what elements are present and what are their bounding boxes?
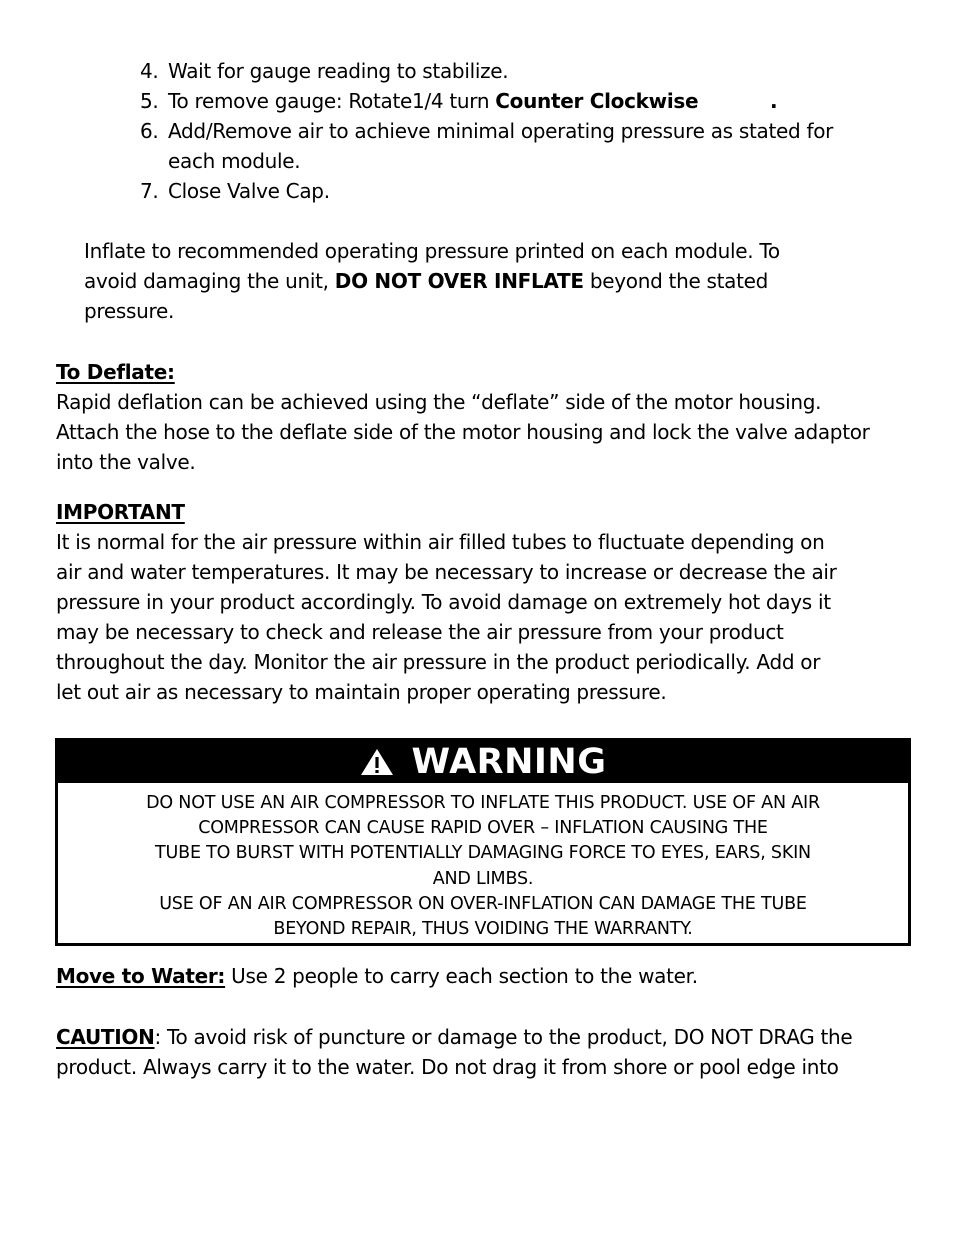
warning-title: WARNING: [411, 742, 607, 782]
inflate-bold-text: DO NOT OVER INFLATE: [334, 269, 584, 293]
warning-line: AND LIMBS.: [432, 868, 534, 889]
step-number: 7.: [140, 179, 159, 203]
important-heading: IMPORTANT: [56, 500, 185, 524]
inflate-text: avoid damaging the unit,: [84, 269, 335, 293]
caution-text: : To avoid risk of puncture or damage to the product, DO NOT DRAG the: [154, 1025, 853, 1049]
step-text: Wait for gauge reading to stabilize.: [168, 59, 509, 83]
step-number: 5.: [140, 89, 159, 113]
warning-line: USE OF AN AIR COMPRESSOR ON OVER-INFLATION CAN DAMAGE THE TUBE: [159, 893, 807, 914]
step-text: Add/Remove air to achieve minimal operating pressure as stated for: [168, 119, 834, 143]
step-text: Close Valve Cap.: [168, 179, 330, 203]
deflate-line-2: Attach the hose to the deflate side of the motor housing and lock the valve adaptor: [56, 420, 870, 444]
warning-line: COMPRESSOR CAN CAUSE RAPID OVER – INFLATION CAUSING THE: [198, 818, 768, 839]
move-text: Use 2 people to carry each section to the water.: [225, 964, 698, 988]
warning-header: [58, 741, 908, 783]
warning-body: [58, 791, 908, 942]
warning-line: DO NOT USE AN AIR COMPRESSOR TO INFLATE THIS PRODUCT. USE OF AN AIR: [146, 793, 820, 813]
step-number: 6.: [140, 119, 159, 143]
inflate-text-after: beyond the stated: [583, 269, 769, 293]
important-line-5: throughout the day. Monitor the air pressure in the product periodically. Add or: [56, 650, 821, 674]
caution-line-2: product. Always carry it to the water. Do not drag it from shore or pool edge into: [56, 1055, 839, 1079]
warning-triangle-icon: [360, 748, 394, 776]
inflate-line-2: [84, 266, 768, 296]
warning-line: TUBE TO BURST WITH POTENTIALLY DAMAGING FORCE TO EYES, EARS, SKIN: [155, 843, 811, 864]
important-line-4: may be necessary to check and release the air pressure from your product: [56, 620, 784, 644]
step-bold-text: Counter Clockwise: [495, 89, 699, 113]
inflate-line-1: Inflate to recommended operating pressure printed on each module. To: [84, 239, 780, 263]
move-to-water: [56, 961, 698, 991]
step-6-continuation: each module.: [168, 149, 301, 173]
step-suffix: .: [770, 89, 778, 113]
important-line-1: It is normal for the air pressure within air filled tubes to fluctuate depending on: [56, 530, 825, 554]
move-heading: Move to Water:: [56, 964, 226, 988]
deflate-heading: To Deflate:: [56, 360, 175, 384]
deflate-line-1: Rapid deflation can be achieved using the “deflate” side of the motor housing.: [56, 390, 822, 414]
caution-line-1: [56, 1022, 852, 1052]
warning-line: BEYOND REPAIR, THUS VOIDING THE WARRANTY.: [273, 919, 693, 940]
important-line-2: air and water temperatures. It may be necessary to increase or decrease the air: [56, 560, 837, 584]
step-number: 4.: [140, 59, 159, 83]
step-text: To remove gauge: Rotate1/4 turn: [168, 89, 496, 113]
caution-heading: CAUTION: [56, 1025, 155, 1049]
deflate-line-3: into the valve.: [56, 450, 196, 474]
warning-box: [55, 738, 911, 946]
inflate-line-3: pressure.: [84, 299, 175, 323]
important-line-6: let out air as necessary to maintain proper operating pressure.: [56, 680, 667, 704]
important-line-3: pressure in your product accordingly. To avoid damage on extremely hot days it: [56, 590, 831, 614]
